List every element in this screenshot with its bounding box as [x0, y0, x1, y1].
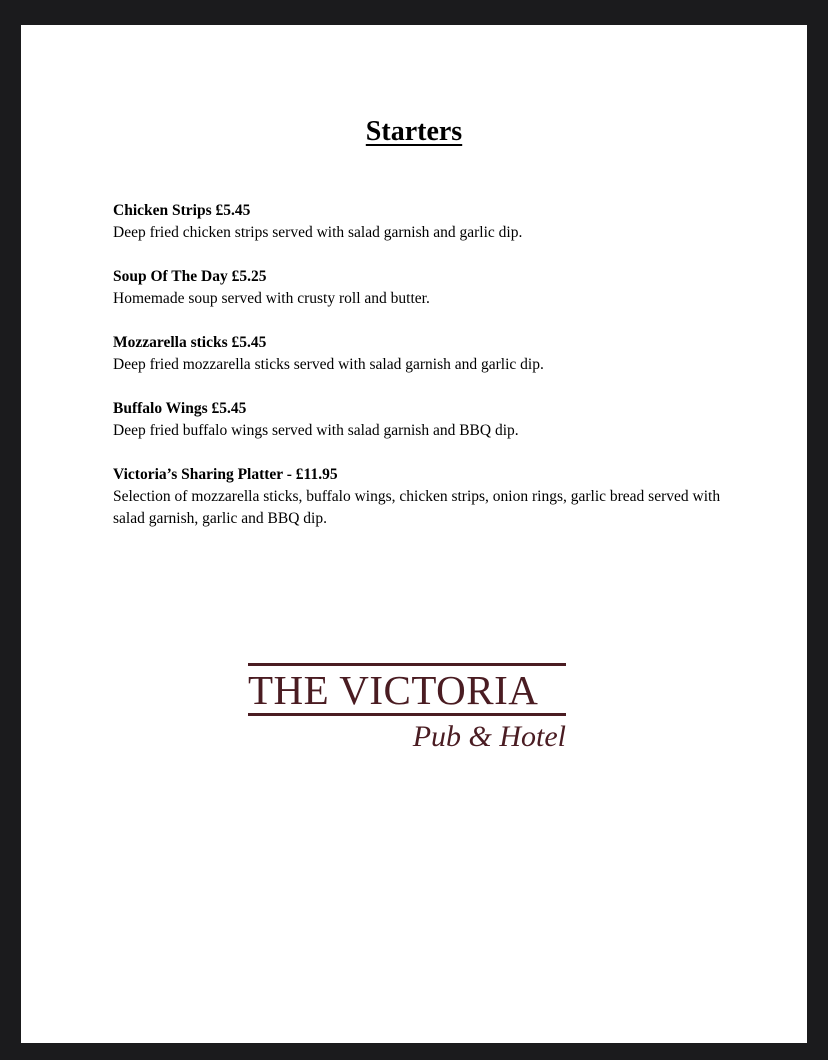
menu-page	[21, 25, 807, 1043]
victoria-logo	[248, 663, 568, 753]
menu-item-description: Deep fried mozzarella sticks served with salad garnish and garlic dip.	[113, 356, 544, 373]
menu-items-list	[113, 200, 753, 552]
menu-item-description: Homemade soup served with crusty roll and butter.	[113, 290, 430, 307]
menu-item-name: Chicken Strips £5.45	[113, 202, 251, 219]
menu-item-description: Deep fried chicken strips served with salad garnish and garlic dip.	[113, 224, 523, 241]
menu-item-description: Deep fried buffalo wings served with salad garnish and BBQ dip.	[113, 422, 519, 439]
logo-name: THE VICTORIA	[248, 667, 539, 713]
menu-item-name: Soup Of The Day £5.25	[113, 268, 267, 285]
menu-item	[113, 398, 753, 442]
menu-item	[113, 200, 753, 244]
menu-item-description: Selection of mozzarella sticks, buffalo wings, chicken strips, onion rings, garlic bread served with salad garnish, garlic and BBQ dip.	[113, 488, 721, 527]
logo-top-rule	[248, 663, 566, 666]
menu-item-name: Victoria’s Sharing Platter - £11.95	[113, 466, 338, 483]
menu-item-name: Buffalo Wings £5.45	[113, 400, 247, 417]
menu-title: Starters	[365, 116, 463, 147]
menu-item-name: Mozzarella sticks £5.45	[113, 334, 267, 351]
logo-subtitle: Pub & Hotel	[412, 720, 566, 753]
menu-item	[113, 266, 753, 310]
menu-item	[113, 332, 753, 376]
logo-bottom-rule	[248, 713, 566, 716]
menu-item	[113, 464, 753, 530]
